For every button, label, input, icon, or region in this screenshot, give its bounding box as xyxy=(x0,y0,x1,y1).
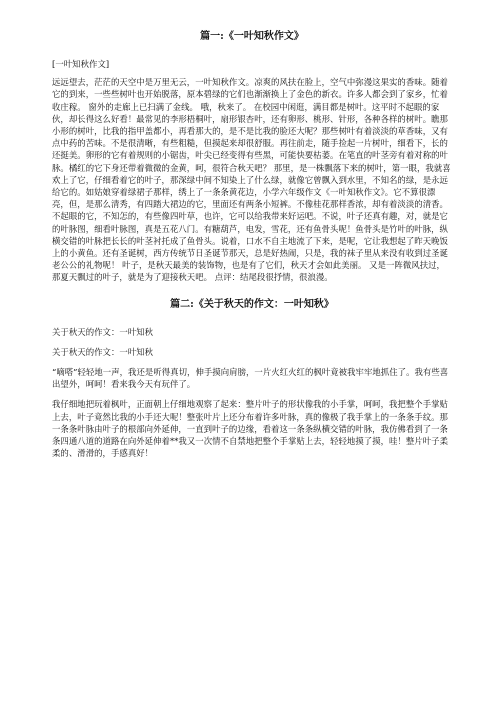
section-2-title: 篇二:《关于秋天的作文：一叶知秋》 xyxy=(170,298,334,310)
section-2-paragraph-3: “嘀嗒”轻轻地一声，我还是听得真切，伸手摸向肩膀，一片火红火红的枫叶竟被我牢牢地抓住了。我有些喜出望外，呵呵！看来我今天有玩伴了。 xyxy=(52,367,449,390)
section-1-subtitle: [一叶知秋作文] xyxy=(52,59,110,69)
document-content xyxy=(52,30,452,462)
section-1-paragraph-1: 远远望去，茫茫的天空中是万里无云，一叶知秋作文。凉爽的风扶在脸上，空气中弥漫这果实的香味。随着它的到来，一些些树叶也开始脱落，原本碧绿的它们也渐渐换上了金色的新衣。许多人都会到了家乡，忙着收庄稼。 窗外的走廊上已扫满了金线。 哦，秋来了。 在校园中闲逛，满目都是树叶。这平时不起眼的家伙，却长得这么好看！最常见的李形梧桐叶，扇形银杏叶，还有卵形、桃形、针形，各种各样的树叶。瞧那小形的树叶，比我的指甲盖都小，再看那大的，是不是比我的脸还大呢？那些树叶有着淡淡的草香味，又有点中药的苦味。不是很清晰，有些粗糙，但摸起来却很舒服。再往前走，随手捡起一片树叶，细看下，长的还挺美。卵形的它有着规则的小锯齿，叶尖已经变得有些黑，可能快要枯萎。在笔直的叶茎旁有着对称的叶脉。橘红的它下身还带着微微的金黄，呵，很符合秋天吧？ 那里，是一株飘落下来的树叶，第一眼，我就喜欢上了它，仔细看着它的叶子，那深绿中间不知染上了什么绿，就像它曾飘入到水里，不知名的绿，是永远给它的。如姑娘穿着绿裙子那样，绣上了一条条黄花边，小学六年级作文《一叶知秋作文》。它不算很漂亮，但，是那么清秀，有四踏大裙边的它，里面还有两条小短裤。不像桂花那样香浓，却有着淡淡的清香。不起眼的它，不知怎的，有些像四叶草，也许，它可以给我带来好运吧。不说，叶子还真有趣，对，就是它的叶脉图，细看叶脉图，真是五花八门。有糖葫芦，电发，雪花，还有鱼骨头呢！鱼骨头是竹叶的叶脉，纵横交错的叶脉把长长的叶茎衬托成了鱼骨头。说着，口水不自主地流了下来，是呢，它让我想起了昨天晚饭上的小黄鱼。还有圣诞树，西方传统节日圣诞节那天，总是好热闹，只是，我的袜子里从来没有收到过圣诞老公公的礼物呢！ 叶子，是秋天最美的装饰物，也是有了它们，秋天才会如此美丽。 又是一阵微风扶过，那夏天飘过的叶子，就是为了迎接秋天吧。 点评：结尾段很抒情，很浪漫。 xyxy=(52,77,451,283)
section-2-paragraph-1: 关于秋天的作文：一叶知秋 xyxy=(52,326,154,337)
section-2-paragraph-4: 我仔细地把玩着枫叶，正面朝上仔细地观察了起来：整片叶子的形状像我的小手掌，呵呵，我把整个手掌贴上去，叶子竟然比我的小手还大呢！整张叶片上还分布着许多叶脉，真的像极了我手掌上的一条条手纹。那一条条叶脉由叶子的根部向外延伸，一直到叶子的边缘，看着这一条条纵横交错的叶脉，我仿佛看到了一条条四通八道的道路在向外延伸着**我又一次情不自禁地把整个手掌贴上去，轻轻地摸了摸，哇！整片叶子柔柔的、滑滑的，手感真好！ xyxy=(52,399,449,459)
section-2-paragraph-2: 关于秋天的作文：一叶知秋 xyxy=(52,346,154,357)
section-1-title: 篇一:《一叶知秋作文》 xyxy=(200,31,304,42)
